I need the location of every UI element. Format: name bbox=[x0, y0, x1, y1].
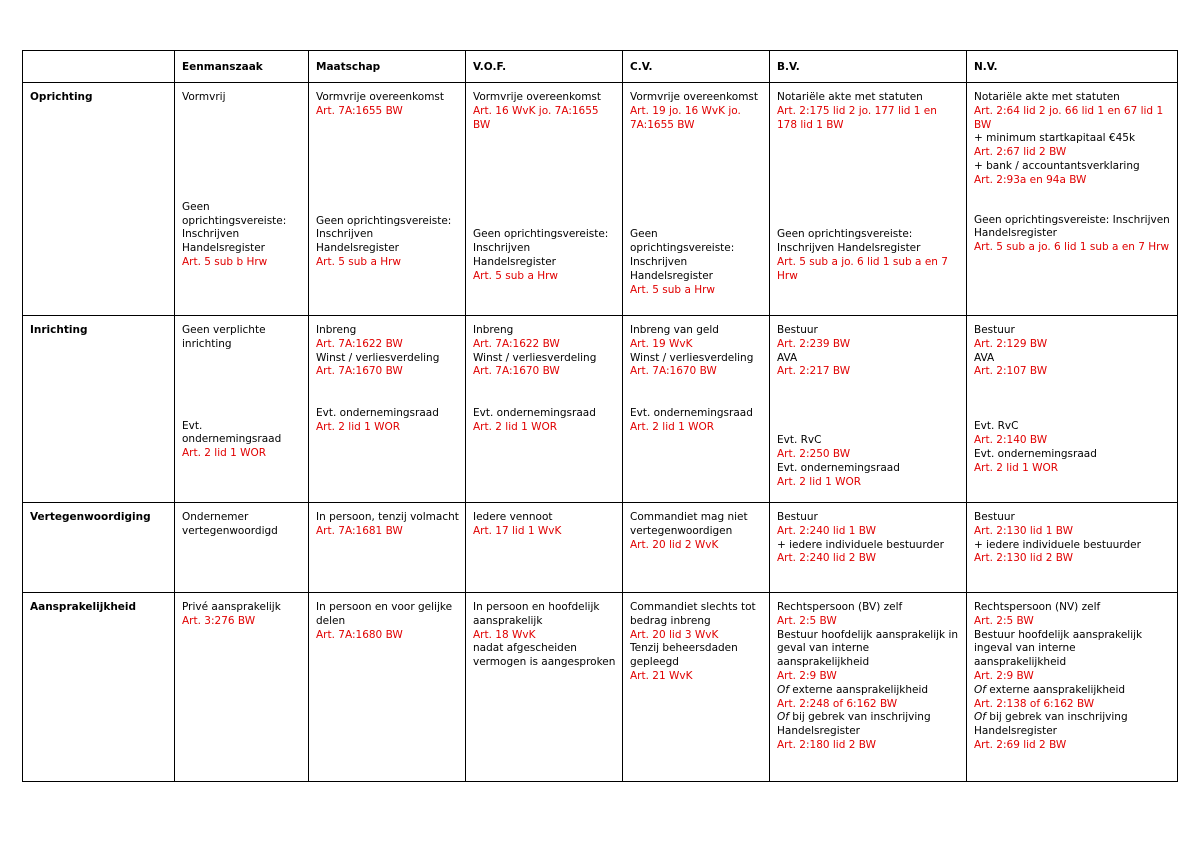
cell-text: Evt. ondernemingsraad bbox=[182, 419, 282, 446]
article-reference: Art. 5 sub b Hrw bbox=[182, 255, 268, 268]
cell-text: Iedere vennoot bbox=[473, 511, 553, 523]
cell-text: Rechtspersoon (BV) zelf bbox=[777, 601, 903, 613]
spacer bbox=[777, 379, 960, 434]
cell-text: Bestuur bbox=[777, 324, 818, 336]
row-inrichting bbox=[23, 316, 1178, 503]
cell-text: Evt. ondernemingsraad bbox=[630, 407, 753, 420]
article-reference: Art. 2:240 lid 1 BW bbox=[777, 524, 876, 537]
cell-text: Rechtspersoon (NV) zelf bbox=[974, 601, 1101, 613]
cell-text: Evt. ondernemingsraad bbox=[473, 407, 596, 420]
spacer bbox=[316, 379, 459, 407]
article-reference: Art. 5 sub a Hrw bbox=[630, 283, 716, 296]
cell-text: Geen oprichtingsvereiste: Inschrijven Handelsregister bbox=[316, 214, 452, 255]
article-reference: Art. 2 lid 1 WOR bbox=[974, 461, 1059, 474]
article-reference: Art. 2:240 lid 2 BW bbox=[777, 552, 876, 565]
cell-text: Winst / verliesverdeling bbox=[316, 351, 440, 364]
cell-text: Vormvrije overeenkomst bbox=[630, 91, 759, 103]
cell-text: Commandiet slechts tot bedrag inbreng bbox=[630, 601, 756, 627]
cell-text-rest: bij gebrek van inschrijving Handelsregister bbox=[777, 711, 931, 738]
italic-prefix: Of bbox=[974, 683, 986, 696]
italic-prefix: Of bbox=[974, 711, 986, 724]
cell-text: Inbreng bbox=[316, 324, 357, 336]
cell-text: Vormvrije overeenkomst bbox=[473, 91, 602, 103]
article-reference: Art. 2:129 BW bbox=[974, 337, 1048, 350]
cell-vertegenwoordiging-eenmanszaak bbox=[175, 503, 309, 593]
cell-vertegenwoordiging-maatschap bbox=[309, 503, 466, 593]
article-reference: Art. 5 sub a Hrw bbox=[473, 269, 559, 282]
article-reference: Art. 2:5 BW bbox=[974, 614, 1034, 627]
cell-text: + iedere individuele bestuurder bbox=[974, 538, 1141, 551]
cell-aansprakelijkheid-nv bbox=[967, 593, 1178, 782]
article-reference: Art. 2:175 lid 2 jo. 177 lid 1 en 178 lid 1 BW bbox=[777, 104, 937, 131]
article-reference: Art. 2:250 BW bbox=[777, 447, 851, 460]
row-label-aansprakelijkheid: Aansprakelijkheid bbox=[23, 593, 175, 782]
header-cell-empty bbox=[23, 51, 175, 83]
article-reference: Art. 7A:1622 BW bbox=[316, 337, 403, 350]
cell-text: Geen oprichtingsvereiste: Inschrijven Handelsregister bbox=[630, 228, 735, 282]
header-maatschap: Maatschap bbox=[309, 51, 466, 83]
cell-text: Privé aansprakelijk bbox=[182, 601, 281, 613]
article-reference: Art. 2:64 lid 2 jo. 66 lid 1 en 67 lid 1 BW bbox=[974, 104, 1164, 131]
cell-oprichting-cv bbox=[623, 83, 770, 316]
spacer bbox=[473, 132, 616, 228]
spacer bbox=[630, 379, 763, 407]
article-reference: Art. 7A:1670 BW bbox=[630, 365, 717, 378]
cell-text: Notariële akte met statuten bbox=[974, 91, 1120, 103]
cell-text: Bestuur bbox=[974, 324, 1015, 336]
cell-text: Tenzij beheersdaden gepleegd bbox=[630, 642, 738, 669]
article-reference: Art. 7A:1670 BW bbox=[473, 365, 560, 378]
cell-text: Bestuur bbox=[974, 511, 1015, 523]
cell-text: + minimum startkapitaal €45k bbox=[974, 132, 1136, 145]
cell-text: Evt. RvC bbox=[777, 434, 822, 447]
legal-forms-table bbox=[22, 50, 1178, 782]
cell-text: + bank / accountantsverklaring bbox=[974, 159, 1140, 172]
article-reference: Art. 2:130 lid 1 BW bbox=[974, 524, 1073, 537]
cell-text-rest: externe aansprakelijkheid bbox=[788, 683, 929, 696]
cell-text-rest: bij gebrek van inschrijving Handelsregister bbox=[974, 711, 1128, 738]
cell-inrichting-vof bbox=[466, 316, 623, 503]
spacer bbox=[630, 132, 763, 228]
article-reference: Art. 2:140 BW bbox=[974, 433, 1048, 446]
article-reference: Art. 2:217 BW bbox=[777, 365, 851, 378]
cell-text: Winst / verliesverdeling bbox=[630, 351, 754, 364]
article-reference: Art. 20 lid 3 WvK bbox=[630, 628, 719, 641]
spacer bbox=[777, 132, 960, 228]
cell-text: Evt. ondernemingsraad bbox=[316, 407, 439, 420]
cell-aansprakelijkheid-cv bbox=[623, 593, 770, 782]
article-reference: Art. 2:9 BW bbox=[974, 669, 1034, 682]
cell-text: In persoon en voor gelijke delen bbox=[316, 601, 453, 627]
cell-text: Geen oprichtingsvereiste: Inschrijven Handelsregister bbox=[182, 200, 287, 255]
article-reference: Art. 2:5 BW bbox=[777, 614, 837, 627]
article-reference: Art. 2 lid 1 WOR bbox=[630, 420, 715, 433]
article-reference: Art. 3:276 BW bbox=[182, 614, 256, 627]
article-reference: Art. 5 sub a jo. 6 lid 1 sub a en 7 Hrw bbox=[974, 241, 1170, 254]
article-reference: Art. 2 lid 1 WOR bbox=[182, 447, 267, 460]
cell-aansprakelijkheid-bv bbox=[770, 593, 967, 782]
article-reference: Art. 5 sub a Hrw bbox=[316, 255, 402, 268]
cell-text: In persoon, tenzij volmacht bbox=[316, 511, 459, 523]
article-reference: Art. 2 lid 1 WOR bbox=[473, 420, 558, 433]
article-reference: Art. 16 WvK jo. 7A:1655 BW bbox=[473, 104, 599, 131]
article-reference: Art. 2:180 lid 2 BW bbox=[777, 738, 876, 751]
article-reference: Art. 2 lid 1 WOR bbox=[777, 475, 862, 488]
cell-text: + iedere individuele bestuurder bbox=[777, 538, 944, 551]
cell-text bbox=[974, 711, 1171, 739]
article-reference: Art. 21 WvK bbox=[630, 669, 693, 682]
cell-text: Inbreng bbox=[473, 324, 514, 336]
cell-inrichting-eenmanszaak bbox=[175, 316, 309, 503]
article-reference: Art. 2:9 BW bbox=[777, 669, 837, 682]
cell-text: Commandiet mag niet vertegenwoordigen bbox=[630, 511, 748, 537]
italic-prefix: Of bbox=[777, 711, 789, 724]
italic-prefix: Of bbox=[777, 683, 789, 696]
cell-oprichting-maatschap bbox=[309, 83, 466, 316]
article-reference: Art. 19 WvK bbox=[630, 337, 693, 350]
cell-text: Winst / verliesverdeling bbox=[473, 351, 597, 364]
article-reference: Art. 19 jo. 16 WvK jo. 7A:1655 BW bbox=[630, 104, 741, 131]
article-reference: Art. 7A:1681 BW bbox=[316, 524, 403, 537]
cell-inrichting-maatschap bbox=[309, 316, 466, 503]
article-reference: Art. 7A:1680 BW bbox=[316, 628, 403, 641]
row-vertegenwoordiging bbox=[23, 503, 1178, 593]
cell-text: Ondernemer vertegenwoordigd bbox=[182, 511, 278, 537]
cell-aansprakelijkheid-eenmanszaak bbox=[175, 593, 309, 782]
article-reference: Art. 5 sub a jo. 6 lid 1 sub a en 7 Hrw bbox=[777, 255, 948, 282]
cell-text: Bestuur bbox=[777, 511, 818, 523]
article-reference: Art. 2:69 lid 2 BW bbox=[974, 738, 1067, 751]
cell-text: Evt. RvC bbox=[974, 420, 1019, 433]
cell-aansprakelijkheid-vof bbox=[466, 593, 623, 782]
article-reference: Art. 7A:1670 BW bbox=[316, 365, 403, 378]
header-row bbox=[23, 51, 1178, 83]
row-label-inrichting: Inrichting bbox=[23, 316, 175, 503]
cell-inrichting-bv bbox=[770, 316, 967, 503]
cell-text: Vormvrij bbox=[182, 91, 226, 103]
cell-text: In persoon en hoofdelijk aansprakelijk bbox=[473, 601, 600, 627]
cell-vertegenwoordiging-bv bbox=[770, 503, 967, 593]
cell-vertegenwoordiging-cv bbox=[623, 503, 770, 593]
cell-text: Geen verplichte inrichting bbox=[182, 324, 266, 350]
cell-text: AVA bbox=[974, 351, 995, 364]
article-reference: Art. 2:239 BW bbox=[777, 337, 851, 350]
spacer bbox=[316, 119, 459, 215]
header-eenmanszaak: Eenmanszaak bbox=[175, 51, 309, 83]
cell-vertegenwoordiging-nv bbox=[967, 503, 1178, 593]
article-reference: Art. 18 WvK bbox=[473, 628, 536, 641]
cell-text: AVA bbox=[777, 351, 798, 364]
cell-aansprakelijkheid-maatschap bbox=[309, 593, 466, 782]
cell-text: Notariële akte met statuten bbox=[777, 91, 923, 103]
article-reference: Art. 2 lid 1 WOR bbox=[316, 420, 401, 433]
spacer bbox=[974, 188, 1171, 214]
cell-text: Geen oprichtingsvereiste: Inschrijven Handelsregister bbox=[473, 228, 609, 268]
cell-inrichting-nv bbox=[967, 316, 1178, 503]
cell-text bbox=[777, 711, 960, 739]
cell-text: Geen oprichtingsvereiste: Inschrijven Handelsregister bbox=[974, 213, 1170, 240]
article-reference: Art. 7A:1622 BW bbox=[473, 337, 560, 350]
cell-oprichting-vof bbox=[466, 83, 623, 316]
spacer bbox=[182, 352, 302, 420]
cell-text: Evt. ondernemingsraad bbox=[974, 447, 1097, 460]
cell-oprichting-eenmanszaak bbox=[175, 83, 309, 316]
cell-text bbox=[777, 684, 960, 698]
cell-text-rest: externe aansprakelijkheid bbox=[985, 683, 1126, 696]
cell-vertegenwoordiging-vof bbox=[466, 503, 623, 593]
spacer bbox=[473, 379, 616, 407]
cell-text: Geen oprichtingsvereiste: Inschrijven Handelsregister bbox=[777, 228, 921, 255]
article-reference: Art. 2:67 lid 2 BW bbox=[974, 146, 1067, 159]
article-reference: Art. 2:107 BW bbox=[974, 365, 1048, 378]
header-vof: V.O.F. bbox=[466, 51, 623, 83]
cell-text: Vormvrije overeenkomst bbox=[316, 91, 445, 103]
article-reference: Art. 2:138 of 6:162 BW bbox=[974, 697, 1095, 710]
cell-text: Evt. ondernemingsraad bbox=[777, 461, 900, 474]
spacer bbox=[974, 379, 1171, 420]
article-reference: Art. 7A:1655 BW bbox=[316, 104, 403, 117]
row-aansprakelijkheid bbox=[23, 593, 1178, 782]
cell-inrichting-cv bbox=[623, 316, 770, 503]
row-label-oprichting: Oprichting bbox=[23, 83, 175, 316]
cell-text: Bestuur hoofdelijk aansprakelijk ingeval van interne aansprakelijkheid bbox=[974, 628, 1143, 669]
article-reference: Art. 20 lid 2 WvK bbox=[630, 538, 719, 551]
article-reference: Art. 2:93a en 94a BW bbox=[974, 173, 1087, 186]
header-nv: N.V. bbox=[967, 51, 1178, 83]
header-bv: B.V. bbox=[770, 51, 967, 83]
cell-oprichting-nv bbox=[967, 83, 1178, 316]
row-oprichting bbox=[23, 83, 1178, 316]
cell-text: Inbreng van geld bbox=[630, 324, 719, 336]
cell-text: Bestuur hoofdelijk aansprakelijk in geval van interne aansprakelijkheid bbox=[777, 628, 959, 669]
spacer bbox=[182, 105, 302, 201]
header-cv: C.V. bbox=[623, 51, 770, 83]
article-reference: Art. 2:130 lid 2 BW bbox=[974, 552, 1073, 565]
cell-text: nadat afgescheiden vermogen is aangesproken bbox=[473, 642, 616, 669]
cell-text bbox=[974, 684, 1171, 698]
article-reference: Art. 2:248 of 6:162 BW bbox=[777, 697, 898, 710]
row-label-vertegenwoordiging: Vertegenwoordiging bbox=[23, 503, 175, 593]
cell-oprichting-bv bbox=[770, 83, 967, 316]
article-reference: Art. 17 lid 1 WvK bbox=[473, 524, 562, 537]
